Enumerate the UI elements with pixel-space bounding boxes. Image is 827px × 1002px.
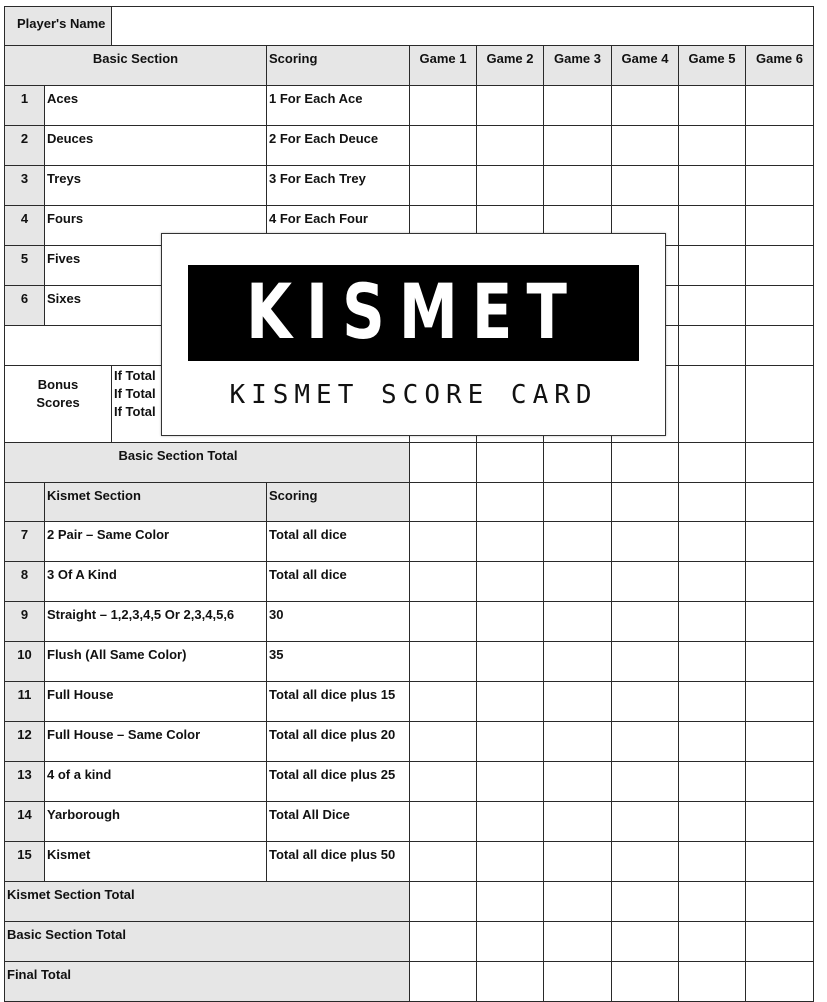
- bonus-label-cell: [5, 366, 112, 443]
- score-cell[interactable]: [612, 443, 679, 483]
- score-cell[interactable]: [410, 762, 477, 802]
- score-cell[interactable]: [612, 922, 679, 962]
- kismet-logo-word: KISMET: [246, 267, 581, 356]
- kismet-row: [5, 562, 814, 602]
- score-cell[interactable]: [410, 166, 477, 206]
- kismet-row: [5, 802, 814, 842]
- kismet-total-row: [5, 882, 814, 922]
- score-cell[interactable]: [477, 842, 544, 882]
- row-name: Flush (All Same Color): [45, 642, 267, 682]
- basic-total-repeat-label-cell: [5, 922, 410, 962]
- score-cell[interactable]: [410, 962, 477, 1002]
- game-header-3: Game 3: [544, 46, 612, 86]
- score-cell[interactable]: [679, 522, 746, 562]
- score-cell[interactable]: [544, 126, 612, 166]
- score-cell[interactable]: [679, 483, 746, 522]
- score-cell[interactable]: [410, 722, 477, 762]
- row-number: 5: [5, 246, 45, 286]
- score-cell[interactable]: [679, 443, 746, 483]
- bonus-rule: If Total: [114, 386, 156, 401]
- score-cell[interactable]: [679, 962, 746, 1002]
- score-cell[interactable]: [544, 802, 612, 842]
- score-cell[interactable]: [544, 602, 612, 642]
- row-scoring: Total all dice: [267, 522, 410, 562]
- row-scoring: Total all dice plus 15: [267, 682, 410, 722]
- score-cell[interactable]: [746, 366, 814, 443]
- score-cell[interactable]: [410, 882, 477, 922]
- kismet-logo-subtitle: KISMET SCORE CARD: [229, 380, 598, 410]
- score-cell[interactable]: [746, 722, 814, 762]
- row-name: 2 Pair – Same Color: [45, 522, 267, 562]
- row-scoring: Total all dice plus 50: [267, 842, 410, 882]
- score-cell[interactable]: [544, 522, 612, 562]
- score-card: [4, 6, 813, 997]
- score-cell[interactable]: [679, 246, 746, 286]
- row-number: 15: [5, 842, 45, 882]
- score-cell[interactable]: [477, 762, 544, 802]
- score-cell[interactable]: [746, 206, 814, 246]
- score-cell[interactable]: [746, 562, 814, 602]
- basic-row: [5, 86, 814, 126]
- player-name-label: Player's Name: [17, 16, 106, 31]
- score-cell[interactable]: [746, 522, 814, 562]
- score-cell[interactable]: [612, 126, 679, 166]
- row-number: 4: [5, 206, 45, 246]
- score-cell[interactable]: [410, 522, 477, 562]
- score-cell[interactable]: [477, 522, 544, 562]
- bonus-label: Scores: [36, 395, 80, 410]
- score-cell[interactable]: [746, 166, 814, 206]
- kismet-logo-band: [188, 265, 639, 361]
- score-cell[interactable]: [410, 602, 477, 642]
- row-number: 3: [5, 166, 45, 206]
- basic-total-repeat-row: [5, 922, 814, 962]
- score-cell[interactable]: [746, 126, 814, 166]
- score-cell[interactable]: [612, 762, 679, 802]
- score-cell[interactable]: [746, 962, 814, 1002]
- row-scoring: 2 For Each Deuce: [267, 126, 410, 166]
- row-number: 2: [5, 126, 45, 166]
- score-cell[interactable]: [746, 642, 814, 682]
- score-cell[interactable]: [746, 326, 814, 366]
- row-scoring: Total all dice plus 25: [267, 762, 410, 802]
- score-cell[interactable]: [679, 562, 746, 602]
- score-cell[interactable]: [477, 126, 544, 166]
- score-cell[interactable]: [544, 762, 612, 802]
- row-scoring: 3 For Each Trey: [267, 166, 410, 206]
- score-cell[interactable]: [477, 802, 544, 842]
- kismet-row: [5, 722, 814, 762]
- score-cell[interactable]: [746, 246, 814, 286]
- score-cell[interactable]: [679, 326, 746, 366]
- kismet-scoring-header: Scoring: [267, 483, 410, 522]
- score-cell[interactable]: [477, 483, 544, 522]
- basic-total-repeat-label: Basic Section Total: [7, 927, 126, 942]
- row-number: 8: [5, 562, 45, 602]
- game-header-4: Game 4: [612, 46, 679, 86]
- score-cell[interactable]: [477, 86, 544, 126]
- score-cell[interactable]: [746, 443, 814, 483]
- kismet-total-label: Kismet Section Total: [7, 887, 135, 902]
- score-cell[interactable]: [612, 166, 679, 206]
- row-scoring: Total all dice plus 20: [267, 722, 410, 762]
- score-cell[interactable]: [612, 642, 679, 682]
- score-cell[interactable]: [746, 922, 814, 962]
- final-total-row: [5, 962, 814, 1002]
- score-cell[interactable]: [410, 126, 477, 166]
- score-cell[interactable]: [612, 882, 679, 922]
- row-scoring: Total all dice: [267, 562, 410, 602]
- row-name: Kismet: [45, 842, 267, 882]
- score-cell[interactable]: [679, 842, 746, 882]
- row-name: Treys: [45, 166, 267, 206]
- score-cell[interactable]: [612, 86, 679, 126]
- row-name: Sixes: [45, 286, 267, 326]
- score-cell[interactable]: [544, 922, 612, 962]
- score-cell[interactable]: [477, 443, 544, 483]
- row-scoring: Total All Dice: [267, 802, 410, 842]
- score-cell[interactable]: [477, 562, 544, 602]
- row-scoring: 1 For Each Ace: [267, 86, 410, 126]
- final-total-label: Final Total: [7, 967, 72, 982]
- player-name-field[interactable]: [112, 7, 814, 46]
- score-cell[interactable]: [746, 286, 814, 326]
- basic-total-label-cell: [5, 443, 410, 483]
- kismet-row: [5, 762, 814, 802]
- score-cell[interactable]: [679, 802, 746, 842]
- score-cell[interactable]: [410, 922, 477, 962]
- game-header-2: Game 2: [477, 46, 544, 86]
- row-name: Full House: [45, 682, 267, 722]
- kismet-row: [5, 642, 814, 682]
- row-number: 9: [5, 602, 45, 642]
- score-cell[interactable]: [679, 722, 746, 762]
- score-cell[interactable]: [746, 483, 814, 522]
- score-cell[interactable]: [477, 642, 544, 682]
- score-cell[interactable]: [612, 522, 679, 562]
- score-cell[interactable]: [746, 86, 814, 126]
- final-total-label-cell: [5, 962, 410, 1002]
- kismet-logo-box: [161, 233, 666, 436]
- row-number: 14: [5, 802, 45, 842]
- score-cell[interactable]: [679, 602, 746, 642]
- kismet-row: [5, 682, 814, 722]
- row-number: 1: [5, 86, 45, 126]
- score-cell[interactable]: [746, 762, 814, 802]
- score-cell[interactable]: [544, 722, 612, 762]
- score-cell[interactable]: [477, 602, 544, 642]
- game-header-5: Game 5: [679, 46, 746, 86]
- row-number: 6: [5, 286, 45, 326]
- score-cell[interactable]: [544, 642, 612, 682]
- kismet-section-header: Kismet Section: [45, 483, 267, 522]
- player-name-label-cell: [5, 7, 112, 46]
- score-cell[interactable]: [612, 842, 679, 882]
- score-cell[interactable]: [544, 962, 612, 1002]
- kismet-header-blank: [5, 483, 45, 522]
- score-cell[interactable]: [544, 882, 612, 922]
- score-cell[interactable]: [544, 682, 612, 722]
- basic-section-header: Basic Section: [5, 46, 267, 86]
- score-cell[interactable]: [477, 682, 544, 722]
- row-scoring: 35: [267, 642, 410, 682]
- score-cell[interactable]: [410, 443, 477, 483]
- game-header-1: Game 1: [410, 46, 477, 86]
- kismet-row: [5, 602, 814, 642]
- score-cell[interactable]: [477, 166, 544, 206]
- score-cell[interactable]: [410, 483, 477, 522]
- score-cell[interactable]: [679, 922, 746, 962]
- score-cell[interactable]: [544, 842, 612, 882]
- score-cell[interactable]: [746, 802, 814, 842]
- bonus-label: Bonus: [37, 377, 79, 392]
- kismet-row: [5, 842, 814, 882]
- score-cell[interactable]: [679, 682, 746, 722]
- score-cell[interactable]: [612, 682, 679, 722]
- score-cell[interactable]: [410, 642, 477, 682]
- row-scoring: 30: [267, 602, 410, 642]
- row-name: Fours: [45, 206, 267, 246]
- score-cell[interactable]: [477, 962, 544, 1002]
- score-cell[interactable]: [410, 86, 477, 126]
- row-number: 13: [5, 762, 45, 802]
- bonus-rule: If Total: [114, 368, 156, 383]
- basic-row: [5, 126, 814, 166]
- score-cell[interactable]: [679, 126, 746, 166]
- score-cell[interactable]: [679, 642, 746, 682]
- basic-total-label: Basic Section Total: [118, 448, 238, 463]
- score-cell[interactable]: [746, 682, 814, 722]
- row-name: Fives: [45, 246, 267, 286]
- row-name: Aces: [45, 86, 267, 126]
- kismet-row: [5, 522, 814, 562]
- score-cell[interactable]: [544, 562, 612, 602]
- row-number: 10: [5, 642, 45, 682]
- score-cell[interactable]: [544, 483, 612, 522]
- row-number: 12: [5, 722, 45, 762]
- score-cell[interactable]: [612, 722, 679, 762]
- score-cell[interactable]: [746, 602, 814, 642]
- score-cell[interactable]: [544, 443, 612, 483]
- row-name: 3 Of A Kind: [45, 562, 267, 602]
- score-cell[interactable]: [477, 722, 544, 762]
- row-name: Straight – 1,2,3,4,5 Or 2,3,4,5,6: [45, 602, 267, 642]
- kismet-total-label-cell: [5, 882, 410, 922]
- game-header-6: Game 6: [746, 46, 814, 86]
- score-cell[interactable]: [544, 86, 612, 126]
- basic-header-row: [5, 46, 814, 86]
- score-cell[interactable]: [612, 483, 679, 522]
- score-cell[interactable]: [679, 206, 746, 246]
- score-cell[interactable]: [410, 682, 477, 722]
- score-cell[interactable]: [679, 86, 746, 126]
- score-cell[interactable]: [746, 882, 814, 922]
- kismet-header-row: [5, 483, 814, 522]
- score-cell[interactable]: [612, 962, 679, 1002]
- row-name: Full House – Same Color: [45, 722, 267, 762]
- row-number: 11: [5, 682, 45, 722]
- score-cell[interactable]: [612, 802, 679, 842]
- score-cell[interactable]: [746, 842, 814, 882]
- score-cell[interactable]: [410, 842, 477, 882]
- row-scoring: 4 For Each Four: [267, 206, 410, 246]
- basic-scoring-header: Scoring: [267, 46, 410, 86]
- score-cell[interactable]: [679, 166, 746, 206]
- score-cell[interactable]: [410, 562, 477, 602]
- score-cell[interactable]: [477, 922, 544, 962]
- bonus-rule: If Total: [114, 404, 156, 419]
- basic-total-row: [5, 443, 814, 483]
- row-name: Deuces: [45, 126, 267, 166]
- score-cell[interactable]: [544, 166, 612, 206]
- score-cell[interactable]: [477, 882, 544, 922]
- row-name: 4 of a kind: [45, 762, 267, 802]
- score-cell[interactable]: [679, 882, 746, 922]
- basic-row: [5, 166, 814, 206]
- score-cell[interactable]: [612, 562, 679, 602]
- score-cell[interactable]: [679, 286, 746, 326]
- row-number: 7: [5, 522, 45, 562]
- score-cell[interactable]: [679, 762, 746, 802]
- row-name: Yarborough: [45, 802, 267, 842]
- score-cell[interactable]: [612, 602, 679, 642]
- player-name-row: [5, 7, 814, 46]
- score-cell[interactable]: [679, 366, 746, 443]
- score-cell[interactable]: [410, 802, 477, 842]
- score-table: [4, 6, 814, 1002]
